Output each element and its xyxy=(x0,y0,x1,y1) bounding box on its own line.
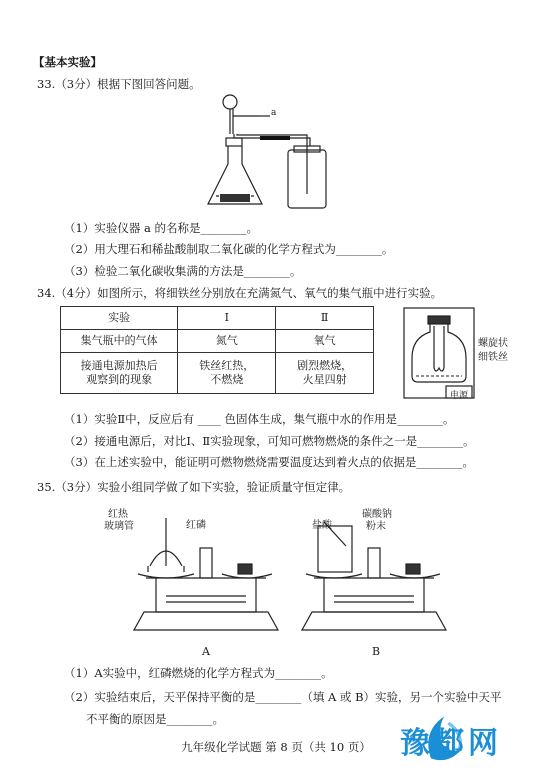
q34-part1: （1）实验Ⅱ中，反应后有 ____ 色固体生成，集气瓶中水的作用是________。 xyxy=(64,412,455,426)
section-title: 【基本实验】 xyxy=(33,55,102,69)
q34-fig-label-2: 细铁丝 xyxy=(478,352,508,363)
q35-label-carb-2: 粉末 xyxy=(366,521,386,532)
table-cell xyxy=(178,353,276,394)
q33-stem: 33.（3分）根据下图回答问题。 xyxy=(37,77,201,91)
table-cell xyxy=(276,353,374,394)
q34-fig-label-1: 螺旋状 xyxy=(478,338,508,349)
q34-stem: 34.（4分）如图所示，将细铁丝分别放在充满氮气、氧气的集气瓶中进行实验。 xyxy=(37,286,443,300)
q34-part3: （3）在上述实验中，能证明可燃物燃烧需要温度达到着火点的依据是________。 xyxy=(64,455,474,469)
q33-part3: （3）检验二氧化碳收集满的方法是________。 xyxy=(64,264,302,278)
q35-balance-a-figure xyxy=(126,508,286,640)
table-row xyxy=(61,330,374,353)
table-cell: 氧气 xyxy=(276,330,374,353)
cell-line: 不燃烧 xyxy=(210,373,244,386)
q35-part2: （2）实验结束后，天平保持平衡的是________（填 A 或 B）实验，另一个实验中天平 xyxy=(64,690,502,704)
q35-label-p: 红磷 xyxy=(186,520,206,531)
q35-label-tube-2: 玻璃管 xyxy=(104,521,134,532)
cell-line: 火星四射 xyxy=(302,373,347,386)
q35-fig-a: A xyxy=(202,645,210,658)
table-header-cell: Ⅱ xyxy=(276,307,374,330)
q33-part1: （1）实验仪器 a 的名称是________。 xyxy=(64,221,258,235)
table-header-cell: 实验 xyxy=(61,307,178,330)
table-row xyxy=(61,353,374,394)
cell-line: 铁丝红热， xyxy=(199,359,255,372)
table-header-cell: Ⅰ xyxy=(178,307,276,330)
q35-part1: （1）A实验中，红磷燃烧的化学方程式为________。 xyxy=(64,666,333,680)
table-cell: 氮气 xyxy=(178,330,276,353)
table-cell xyxy=(61,353,178,394)
table-header-row xyxy=(61,307,374,330)
q33-apparatus-figure xyxy=(200,94,340,216)
q35-part2-cont: 不平衡的原因是________。 xyxy=(86,712,224,726)
cell-line: 接通电源加热后 xyxy=(80,359,158,372)
table-cell: 集气瓶中的气体 xyxy=(61,330,178,353)
page-footer: 九年级化学试题 第 8 页（共 10 页） xyxy=(181,740,371,754)
cell-line: 剧烈燃烧， xyxy=(297,359,353,372)
q33-label-a: a xyxy=(271,108,277,118)
q35-label-acid: 盐酸 xyxy=(312,520,332,531)
q35-fig-b: B xyxy=(372,645,381,658)
q34-fig-power-label: 电源 xyxy=(450,391,469,401)
watermark-text: 豫都网 xyxy=(400,726,502,761)
q35-stem: 35.（3分）实验小组同学做了如下实验，验证质量守恒定律。 xyxy=(37,480,351,494)
q33-part2: （2）用大理石和稀盐酸制取二氧化碳的化学方程式为________。 xyxy=(64,242,394,256)
q34-results-table xyxy=(60,306,374,394)
q34-part2: （2）接通电源后，对比Ⅰ、Ⅱ实验现象，可知可燃物燃烧的条件之一是________。 xyxy=(64,434,475,448)
cell-line: 观察到的现象 xyxy=(86,373,153,386)
q35-label-tube-1: 红热 xyxy=(108,509,128,520)
q35-label-carb-1: 碳酸钠 xyxy=(362,509,392,520)
